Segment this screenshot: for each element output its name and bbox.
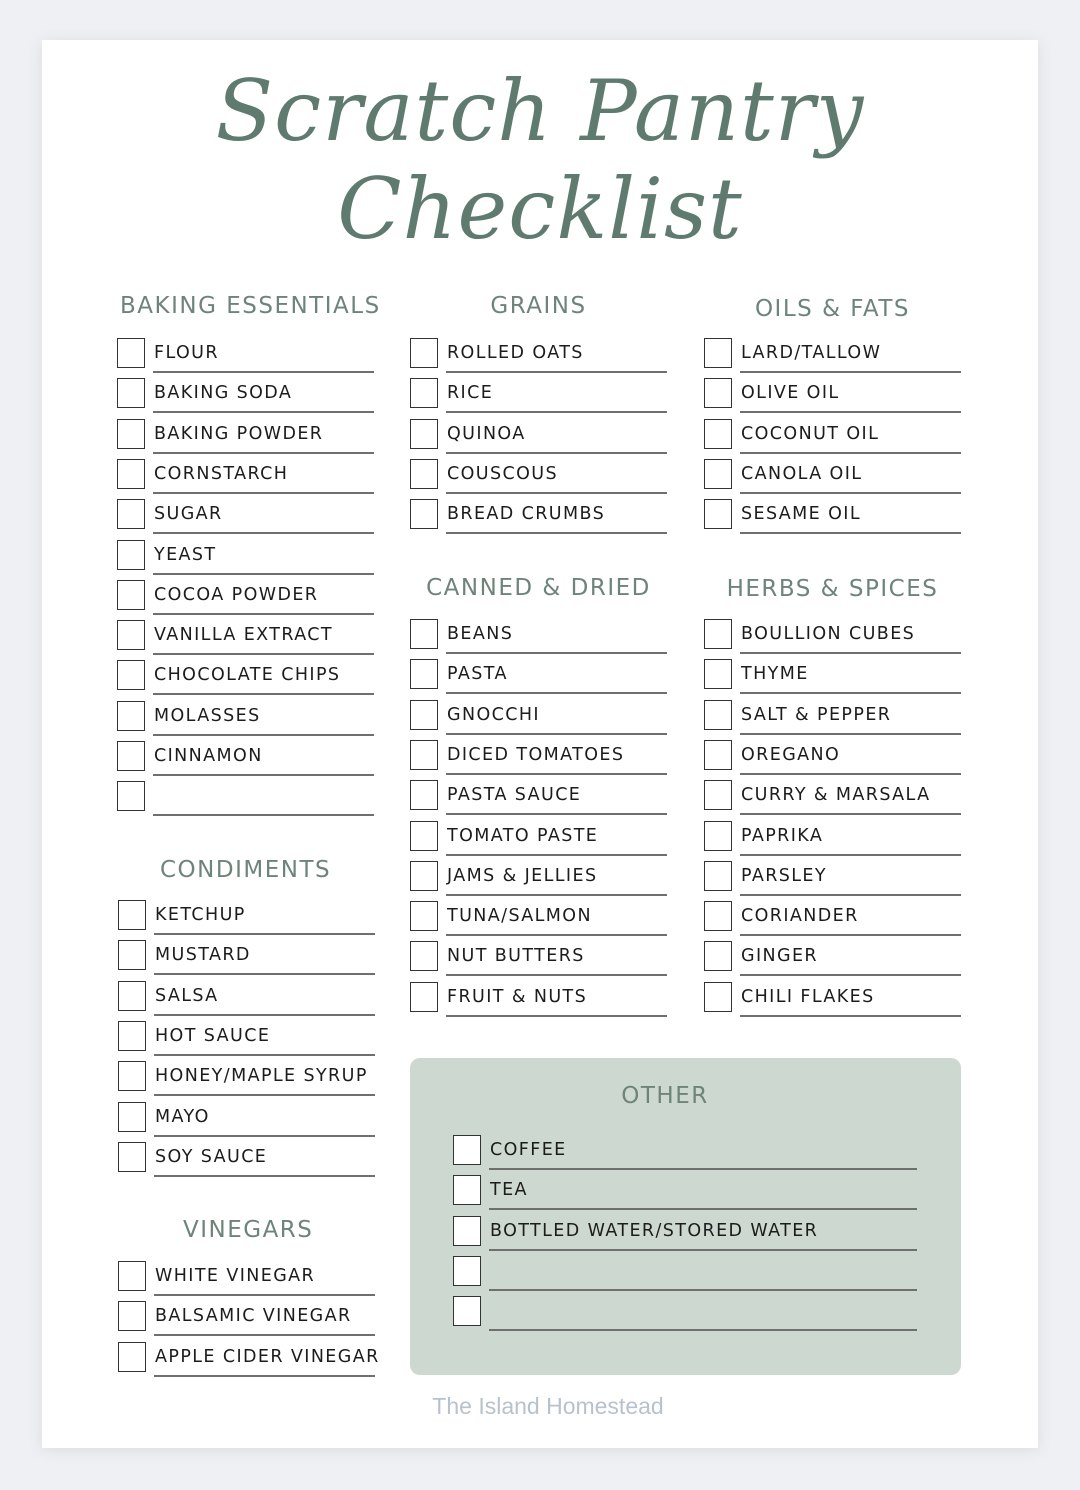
checkbox[interactable]	[118, 900, 146, 930]
checklist-row	[118, 981, 375, 1017]
checkbox[interactable]	[704, 740, 732, 770]
checklist-row	[117, 620, 374, 656]
checkbox[interactable]	[704, 499, 732, 529]
write-in-line	[740, 733, 961, 735]
checkbox[interactable]	[118, 1102, 146, 1132]
item-label: FLOUR	[154, 343, 219, 363]
write-in-line	[446, 411, 667, 413]
write-in-line	[154, 1334, 375, 1336]
checklist-row	[117, 741, 374, 777]
checklist-row	[410, 861, 667, 897]
item-label: SUGAR	[154, 504, 223, 525]
checklist-row	[410, 459, 667, 495]
item-label: MUSTARD	[155, 945, 251, 966]
checkbox[interactable]	[704, 619, 732, 649]
checklist-row	[118, 1061, 375, 1097]
checklist-row	[704, 941, 961, 977]
write-in-line	[446, 492, 667, 494]
item-label: VANILLA EXTRACT	[154, 625, 333, 646]
checklist-row	[117, 660, 374, 696]
write-in-line	[446, 452, 667, 454]
write-in-line	[153, 814, 374, 816]
write-in-line	[740, 652, 961, 654]
write-in-line	[446, 773, 667, 775]
section-heading: CONDIMENTS	[160, 857, 332, 883]
write-in-line	[153, 371, 374, 373]
page-title: Scratch Pantry Checklist	[215, 62, 865, 258]
write-in-line	[446, 934, 667, 936]
checklist-row	[704, 821, 961, 857]
checklist-row	[117, 580, 374, 616]
checkbox[interactable]	[704, 941, 732, 971]
checklist-row	[704, 659, 961, 695]
item-label: ROLLED OATS	[447, 343, 584, 363]
item-label: SOY SAUCE	[155, 1146, 268, 1167]
checkbox[interactable]	[410, 861, 438, 891]
checklist-row	[117, 378, 374, 414]
checklist-row	[117, 499, 374, 535]
write-in-line	[489, 1329, 917, 1331]
checkbox[interactable]	[704, 419, 732, 449]
checkbox[interactable]	[410, 338, 438, 368]
item-label: COCONUT OIL	[741, 423, 880, 444]
checkbox[interactable]	[453, 1175, 481, 1205]
item-label: TOMATO PASTE	[447, 825, 599, 846]
item-label: PAPRIKA	[741, 825, 824, 846]
section-heading: CANNED & DRIED	[426, 575, 651, 601]
write-in-line	[154, 1294, 375, 1296]
checkbox[interactable]	[410, 821, 438, 851]
item-label: BEANS	[447, 624, 514, 644]
item-label: COUSCOUS	[447, 463, 559, 484]
write-in-line	[154, 1375, 375, 1377]
checkbox[interactable]	[117, 459, 145, 489]
write-in-line	[446, 854, 667, 856]
checkbox[interactable]	[453, 1135, 481, 1165]
checkbox[interactable]	[704, 821, 732, 851]
item-label: APPLE CIDER VINEGAR	[155, 1346, 380, 1367]
item-label: FRUIT & NUTS	[447, 986, 588, 1007]
write-in-line	[740, 934, 961, 936]
checkbox[interactable]	[117, 338, 145, 368]
write-in-line	[446, 371, 667, 373]
checkbox[interactable]	[453, 1256, 481, 1286]
section-heading: HERBS & SPICES	[726, 576, 939, 602]
checklist-row	[410, 378, 667, 414]
item-label: SALSA	[155, 985, 219, 1006]
checklist-row	[410, 941, 667, 977]
item-label: OREGANO	[741, 744, 841, 765]
write-in-line	[446, 692, 667, 694]
checklist-row	[118, 940, 375, 976]
write-in-line	[740, 974, 961, 976]
checklist-row	[410, 700, 667, 736]
item-label: PASTA	[447, 664, 508, 685]
item-label: NUT BUTTERS	[447, 946, 585, 967]
checkbox[interactable]	[410, 459, 438, 489]
checklist-row	[704, 861, 961, 897]
checkbox[interactable]	[117, 499, 145, 529]
checklist-row	[410, 338, 667, 374]
checkbox[interactable]	[704, 780, 732, 810]
checkbox[interactable]	[118, 1061, 146, 1091]
write-in-line	[740, 894, 961, 896]
checkbox[interactable]	[704, 378, 732, 408]
write-in-line	[446, 894, 667, 896]
write-in-line	[740, 773, 961, 775]
checklist-row	[704, 901, 961, 937]
item-label: DICED TOMATOES	[447, 744, 625, 765]
write-in-line	[446, 733, 667, 735]
item-label: BAKING SODA	[154, 383, 293, 404]
checklist-row	[704, 499, 961, 535]
write-in-line	[446, 813, 667, 815]
checkbox[interactable]	[118, 1142, 146, 1172]
item-label: BOTTLED WATER/STORED WATER	[490, 1220, 819, 1241]
checklist-row	[117, 338, 374, 374]
checklist-row	[117, 781, 374, 817]
write-in-line	[446, 532, 667, 534]
write-in-line	[489, 1289, 917, 1291]
checklist-row	[410, 659, 667, 695]
checkbox[interactable]	[704, 459, 732, 489]
item-label: MOLASSES	[154, 705, 261, 726]
write-in-line	[740, 854, 961, 856]
item-label: CANOLA OIL	[741, 463, 863, 484]
checkbox[interactable]	[410, 419, 438, 449]
write-in-line	[154, 1014, 375, 1016]
checkbox[interactable]	[117, 620, 145, 650]
write-in-line	[153, 492, 374, 494]
write-in-line	[446, 652, 667, 654]
item-label: WHITE VINEGAR	[155, 1266, 316, 1286]
write-in-line	[154, 933, 375, 935]
item-label: GNOCCHI	[447, 704, 540, 725]
item-label: TUNA/SALMON	[447, 906, 592, 927]
write-in-line	[154, 973, 375, 975]
checklist-row	[118, 1342, 380, 1378]
checkbox[interactable]	[410, 901, 438, 931]
item-label: QUINOA	[447, 423, 526, 444]
footer-credit: The Island Homestead	[432, 1393, 664, 1419]
checklist-row	[118, 900, 375, 936]
checklist-row	[410, 499, 667, 535]
write-in-line	[153, 573, 374, 575]
checkbox[interactable]	[118, 1261, 146, 1291]
checkbox[interactable]	[704, 700, 732, 730]
write-in-line	[446, 974, 667, 976]
checklist-row	[704, 619, 961, 655]
checklist-row	[118, 1261, 375, 1297]
item-label: COFFEE	[490, 1140, 567, 1160]
checklist-row	[704, 378, 961, 414]
item-label: YEAST	[154, 544, 217, 565]
checkbox[interactable]	[410, 740, 438, 770]
item-label: CORNSTARCH	[154, 463, 289, 484]
checkbox[interactable]	[117, 781, 145, 811]
checklist-row	[704, 459, 961, 495]
checkbox[interactable]	[117, 540, 145, 570]
checklist-row	[410, 901, 667, 937]
item-label: CHOCOLATE CHIPS	[154, 665, 341, 686]
checkbox[interactable]	[410, 659, 438, 689]
item-label: LARD/TALLOW	[741, 343, 882, 363]
item-label: BALSAMIC VINEGAR	[155, 1306, 352, 1327]
checklist-row	[704, 700, 961, 736]
checkbox[interactable]	[117, 660, 145, 690]
checklist-row	[118, 1301, 375, 1337]
checklist-row	[453, 1216, 917, 1252]
item-label: CORIANDER	[741, 906, 859, 927]
write-in-line	[154, 1054, 375, 1056]
checklist-row	[704, 780, 961, 816]
checkbox[interactable]	[410, 378, 438, 408]
write-in-line	[740, 692, 961, 694]
checkbox[interactable]	[117, 378, 145, 408]
checklist-row	[453, 1135, 917, 1171]
item-label: GINGER	[741, 946, 818, 967]
checklist-row	[118, 1021, 375, 1057]
checklist-row	[410, 821, 667, 857]
checkbox[interactable]	[704, 659, 732, 689]
item-label: PARSLEY	[741, 865, 827, 886]
checkbox[interactable]	[410, 982, 438, 1012]
checklist-row	[117, 701, 374, 737]
item-label: THYME	[741, 664, 809, 685]
write-in-line	[154, 1175, 375, 1177]
write-in-line	[489, 1168, 917, 1170]
section-heading: OILS & FATS	[754, 296, 911, 322]
write-in-line	[740, 452, 961, 454]
write-in-line	[740, 371, 961, 373]
write-in-line	[153, 613, 374, 615]
checkbox[interactable]	[410, 941, 438, 971]
item-label: CINNAMON	[154, 746, 263, 766]
write-in-line	[489, 1249, 917, 1251]
checkbox[interactable]	[704, 982, 732, 1012]
write-in-line	[740, 1015, 961, 1017]
checklist-row	[410, 619, 667, 655]
checkbox[interactable]	[410, 619, 438, 649]
checkbox[interactable]	[117, 701, 145, 731]
section-heading: VINEGARS	[183, 1217, 314, 1243]
checkbox[interactable]	[117, 741, 145, 771]
item-label: HOT SAUCE	[155, 1025, 271, 1046]
checklist-row	[410, 419, 667, 455]
checkbox[interactable]	[118, 1301, 146, 1331]
write-in-line	[740, 813, 961, 815]
item-label: KETCHUP	[155, 905, 246, 925]
section-heading: BAKING ESSENTIALS	[120, 293, 381, 319]
item-label: CURRY & MARSALA	[741, 785, 931, 806]
checklist-row	[704, 982, 961, 1018]
checklist-row	[410, 780, 667, 816]
write-in-line	[154, 1094, 375, 1096]
item-label: BAKING POWDER	[154, 423, 324, 444]
checkbox[interactable]	[704, 338, 732, 368]
checkbox[interactable]	[118, 1342, 146, 1372]
item-label: MAYO	[155, 1106, 210, 1127]
checkbox[interactable]	[118, 1021, 146, 1051]
item-label: RICE	[447, 383, 494, 404]
write-in-line	[154, 1135, 375, 1137]
checkbox[interactable]	[410, 700, 438, 730]
item-label: JAMS & JELLIES	[447, 865, 598, 886]
item-label: HONEY/MAPLE SYRUP	[155, 1066, 368, 1087]
checkbox[interactable]	[410, 499, 438, 529]
write-in-line	[446, 1015, 667, 1017]
checklist-row	[453, 1256, 917, 1292]
write-in-line	[153, 532, 374, 534]
checklist-row	[117, 459, 374, 495]
checklist-row	[410, 740, 667, 776]
item-label: SESAME OIL	[741, 504, 861, 525]
write-in-line	[740, 411, 961, 413]
write-in-line	[153, 653, 374, 655]
checkbox[interactable]	[118, 940, 146, 970]
checklist-row	[704, 740, 961, 776]
write-in-line	[153, 411, 374, 413]
checkbox[interactable]	[704, 901, 732, 931]
checkbox[interactable]	[117, 580, 145, 610]
checkbox[interactable]	[117, 419, 145, 449]
checklist-row	[453, 1175, 917, 1211]
checklist-row	[117, 419, 374, 455]
item-label: BREAD CRUMBS	[447, 504, 606, 525]
checklist-row	[118, 1102, 375, 1138]
item-label: OLIVE OIL	[741, 383, 840, 404]
checkbox[interactable]	[410, 780, 438, 810]
checklist-row	[118, 1142, 375, 1178]
checkbox[interactable]	[704, 861, 732, 891]
item-label: COCOA POWDER	[154, 584, 319, 605]
section-heading: GRAINS	[490, 293, 587, 319]
checklist-row	[410, 982, 667, 1018]
checkbox[interactable]	[453, 1216, 481, 1246]
write-in-line	[740, 532, 961, 534]
item-label: PASTA SAUCE	[447, 785, 582, 806]
item-label: TEA	[490, 1180, 528, 1201]
checklist-row	[117, 540, 374, 576]
write-in-line	[740, 492, 961, 494]
checklist-row	[453, 1296, 917, 1332]
write-in-line	[153, 774, 374, 776]
item-label: BOULLION CUBES	[741, 624, 916, 644]
checkbox[interactable]	[118, 981, 146, 1011]
write-in-line	[153, 452, 374, 454]
item-label: CHILI FLAKES	[741, 986, 875, 1007]
checkbox[interactable]	[453, 1296, 481, 1326]
write-in-line	[153, 693, 374, 695]
write-in-line	[153, 734, 374, 736]
write-in-line	[489, 1208, 917, 1210]
section-heading: OTHER	[621, 1083, 709, 1109]
checklist-row	[704, 419, 961, 455]
checklist-row	[704, 338, 961, 374]
item-label: SALT & PEPPER	[741, 704, 892, 725]
